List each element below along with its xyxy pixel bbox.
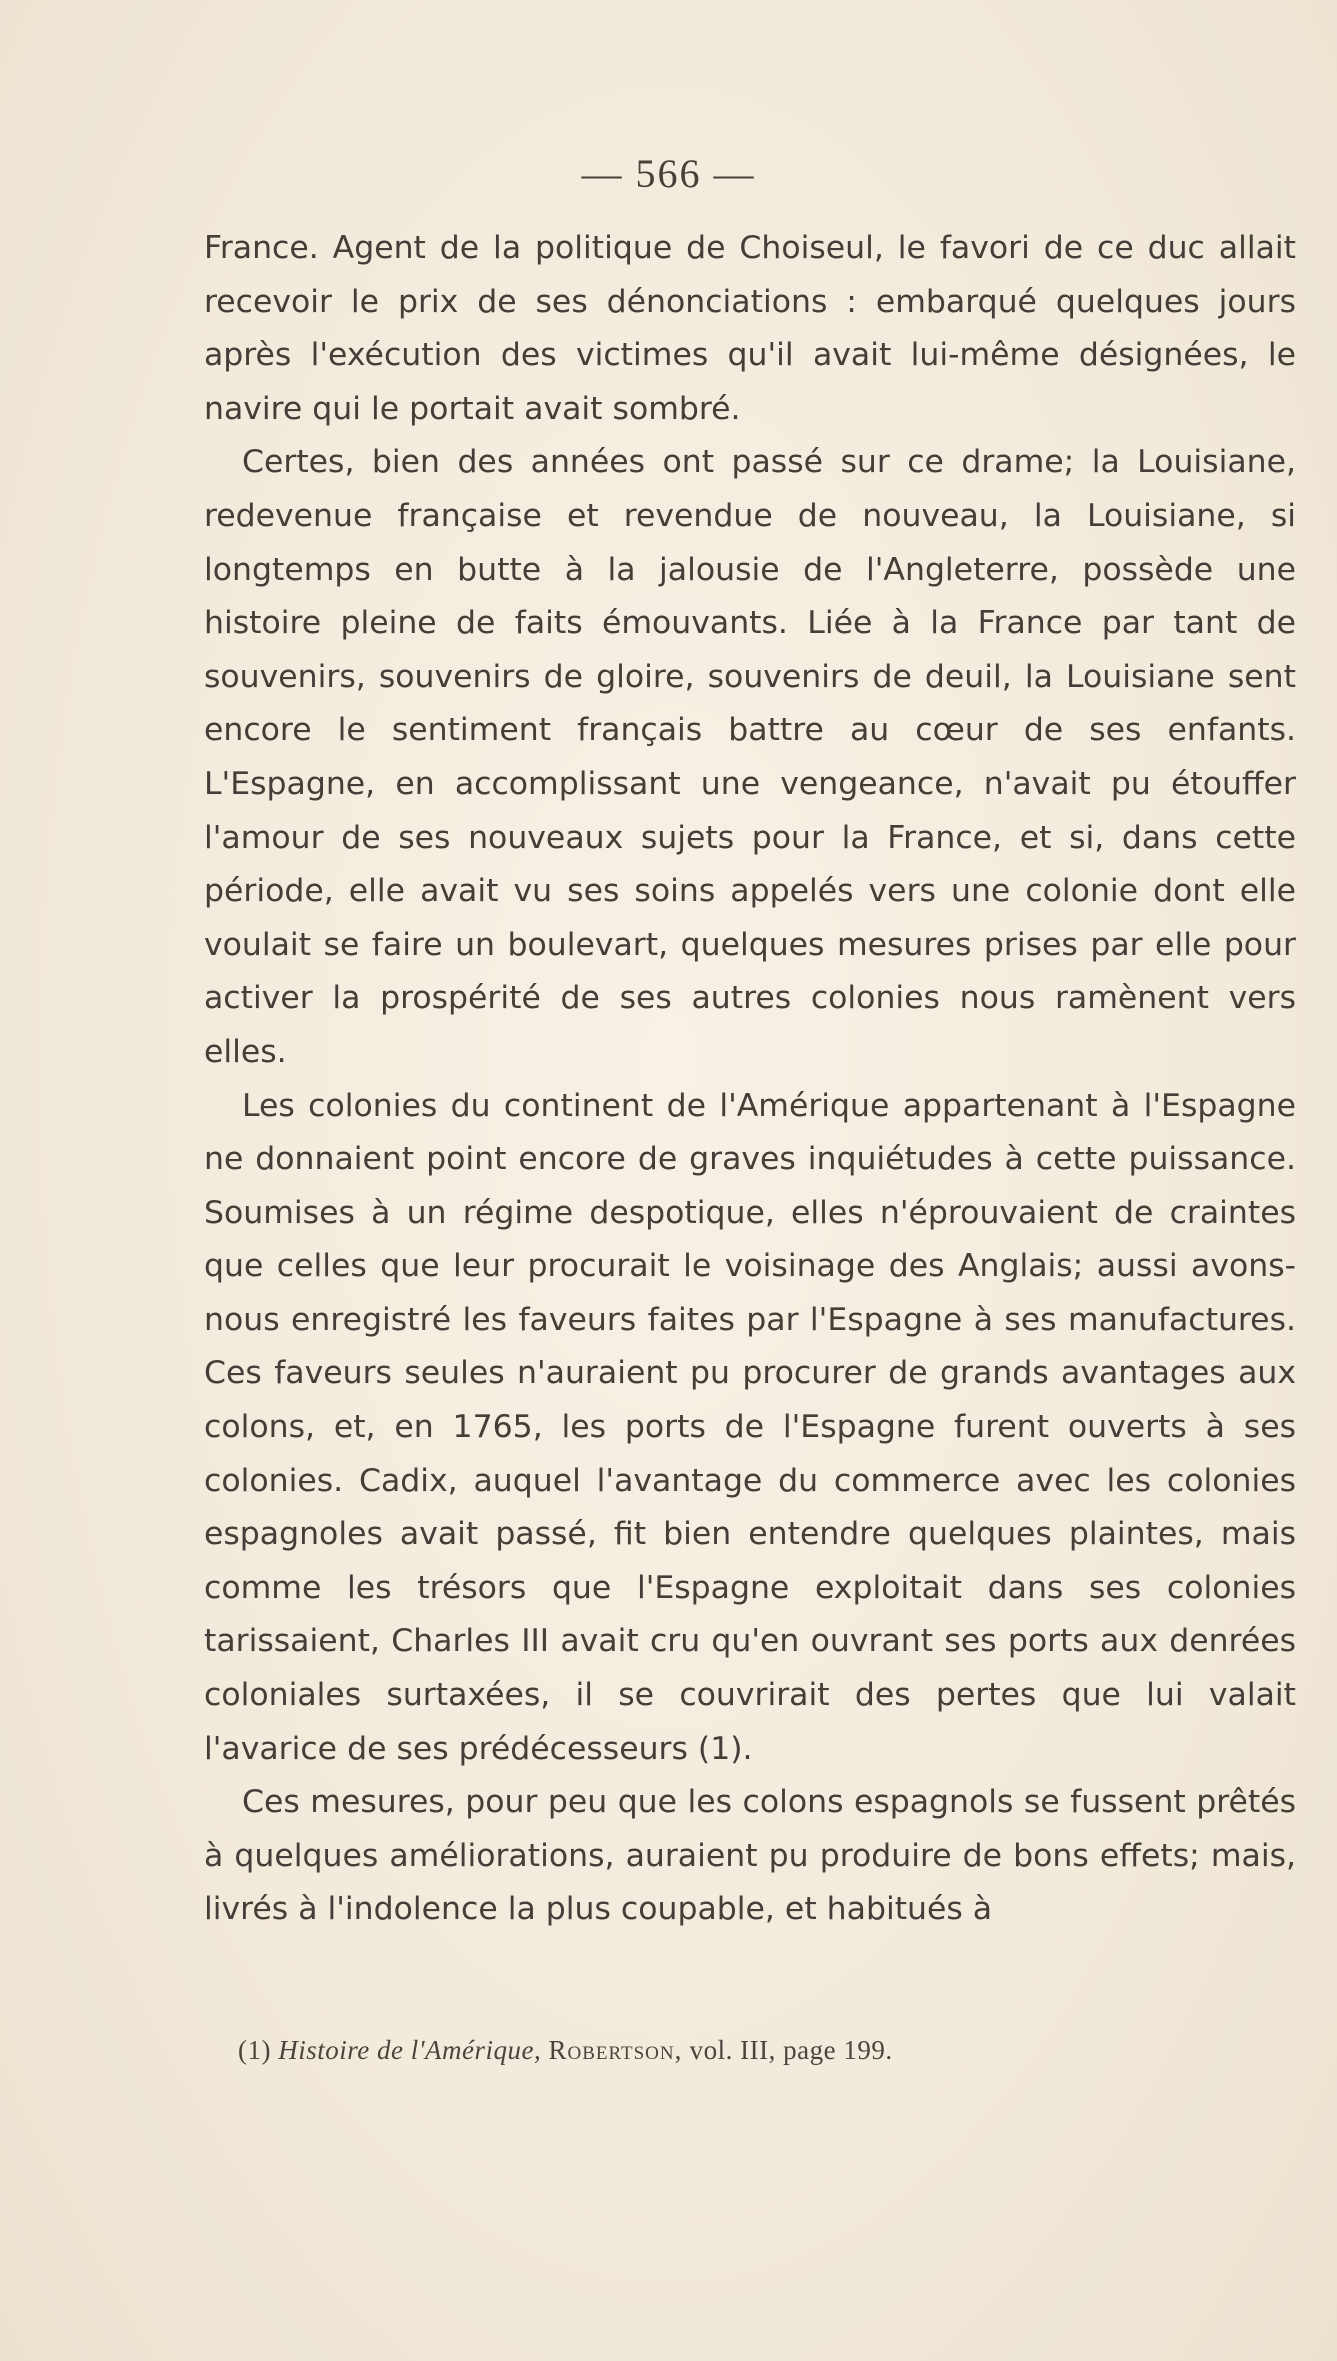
- paragraph-3: Les colonies du continent de l'Amérique appartenant à l'Espagne ne donnaient point encore de graves inquiétudes à cette puissance. Soumises à un régime despotique, elles n'éprouvaient de craintes que celles que leur procurait le voisinage des Anglais; aussi avons-nous enregistré les faveurs faites par l'Espagne à ses manufactures. Ces faveurs seules n'auraient pu procurer de grands avantages aux colons, et, en 1765, les ports de l'Espagne furent ouverts à ses colonies. Cadix, auquel l'avantage du commerce avec les colonies espagnoles avait passé, fit bien entendre quelques plaintes, mais comme les trésors que l'Espagne exploitait dans ses colonies tarissaient, Charles III avait cru qu'en ouvrant ses ports aux denrées coloniales surtaxées, il se couvrirait des pertes que lui valait l'avarice de ses prédécesseurs (1).: [204, 1087, 1296, 1767]
- footnote: [238, 2030, 1298, 2070]
- footnote-author: Robertson,: [548, 2035, 683, 2065]
- footnote-details: vol. III, page 199.: [689, 2035, 893, 2065]
- paragraph-2: Certes, bien des années ont passé sur ce drame; la Louisiane, redevenue française et revendue de nouveau, la Louisiane, si longtemps en butte à la jalousie de l'Angleterre, possède une histoire pleine de faits émouvants. Liée à la France par tant de souvenirs, souvenirs de gloire, souvenirs de deuil, la Louisiane sent encore le sentiment français battre au cœur de ses enfants. L'Espagne, en accomplissant une vengeance, n'avait pu étouffer l'amour de ses nouveaux sujets pour la France, et si, dans cette période, elle avait vu ses soins appelés vers une colonie dont elle voulait se faire un boulevart, quelques mesures prises par elle pour activer la prospérité de ses autres colonies nous ramènent vers elles.: [204, 444, 1296, 1070]
- footnote-title: Histoire de l'Amérique,: [278, 2035, 542, 2065]
- paragraph-1: France. Agent de la politique de Choiseul, le favori de ce duc allait recevoir le prix de ses dénonciations : embarqué quelques jours après l'exécution des victimes qu'il avait lui-même désignées, le navire qui le portait avait sombré.: [204, 230, 1296, 427]
- body-text: [204, 222, 1296, 1937]
- paragraph-4: Ces mesures, pour peu que les colons espagnols se fussent prêtés à quelques améliorations, auraient pu produire de bons effets; mais, livrés à l'indolence la plus coupable, et habitués à: [204, 1784, 1296, 1928]
- footnote-marker: (1): [238, 2035, 271, 2065]
- page-number: — 566 —: [581, 151, 756, 196]
